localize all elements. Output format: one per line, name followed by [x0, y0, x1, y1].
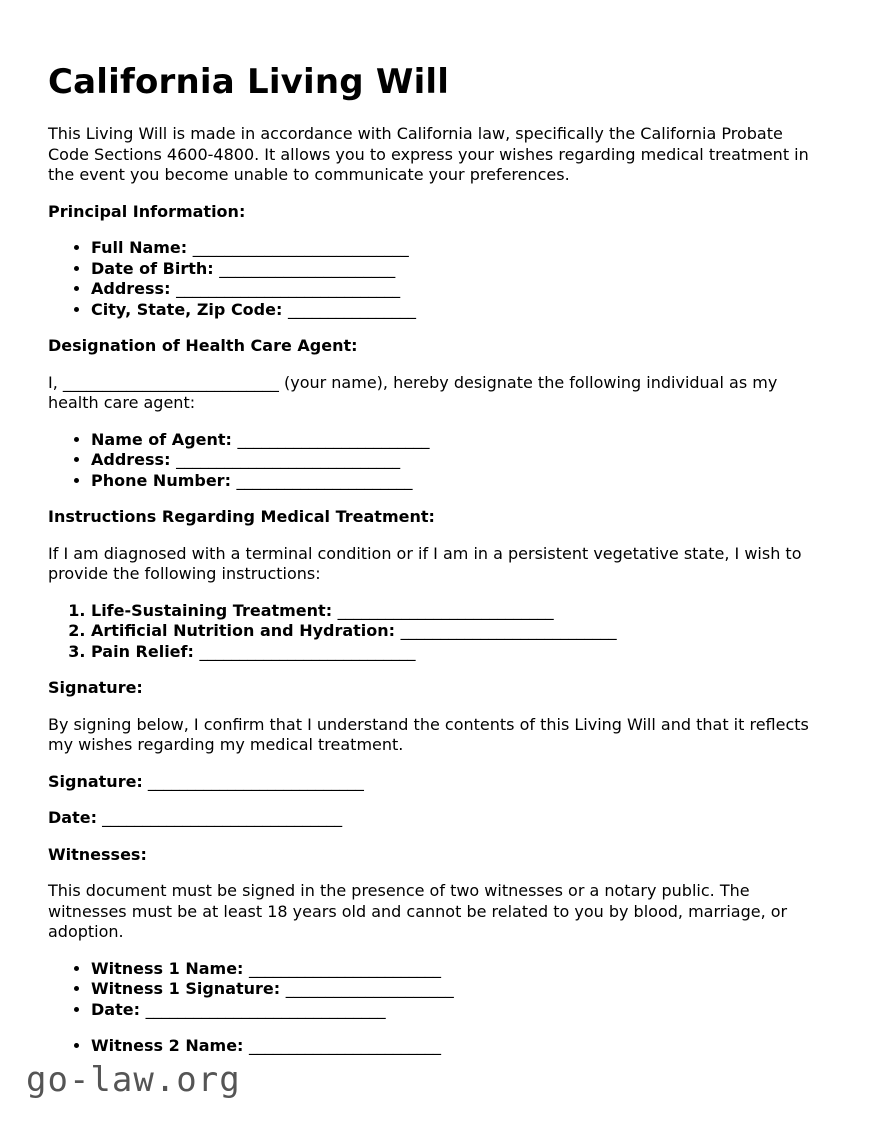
list-item — [91, 642, 828, 663]
fill-in-blank: ___________________________ — [337, 600, 554, 620]
fill-in-blank: ________________ — [287, 299, 416, 319]
fill-in-blank: ______________________ — [236, 470, 413, 490]
list-item — [91, 1036, 828, 1057]
witness-2-list — [48, 1036, 828, 1057]
principal-heading: Principal Information: — [48, 201, 246, 221]
field-label: Pain Relief: — [91, 641, 194, 661]
list-item — [91, 430, 828, 451]
witnesses-paragraph: This document must be signed in the presence of two witnesses or a notary public. The witnesses must be at least 18 years old and cannot be related to you by blood, marriage, or adoption. — [48, 881, 788, 941]
field-label: Witness 2 Name: — [91, 1036, 244, 1055]
date-line — [48, 808, 828, 829]
fill-in-blank: ______________________ — [219, 258, 396, 278]
field-label: Address: — [91, 279, 171, 298]
list-item — [91, 979, 828, 1000]
signature-label: Signature: — [48, 771, 143, 791]
field-label: Phone Number: — [91, 470, 231, 490]
date-label: Date: — [48, 808, 97, 827]
document-page — [48, 62, 828, 1057]
field-label: Date: — [91, 999, 140, 1019]
agent-list — [48, 430, 828, 492]
agent-heading: Designation of Health Care Agent: — [48, 336, 358, 355]
field-label: Address: — [91, 450, 171, 469]
fill-in-blank: ___________________________ — [192, 238, 409, 257]
fill-in-blank: ____________________________ — [176, 450, 401, 469]
fill-in-blank: ______________________________ — [145, 999, 386, 1019]
page-title: California Living Will — [48, 62, 450, 102]
signature-line — [48, 772, 828, 793]
list-item — [91, 959, 828, 980]
field-label: Witness 1 Name: — [91, 958, 244, 978]
fill-in-blank: ________________________ — [249, 1036, 442, 1055]
field-label: Date of Birth: — [91, 258, 214, 278]
list-item — [91, 621, 828, 642]
list-item — [91, 259, 828, 280]
field-label: Witness 1 Signature: — [91, 979, 281, 998]
field-label: Life-Sustaining Treatment: — [91, 600, 333, 620]
intro-paragraph: This Living Will is made in accordance with California law, specifically the California Probate Code Sections 4600-4800. It allows you to express your wishes regarding medical treatment in the event you become unable to communicate your preferences. — [48, 124, 809, 184]
fill-in-blank: ________________________ — [249, 958, 442, 978]
fill-in-blank: _____________________ — [285, 979, 454, 998]
signature-blank: ___________________________ — [147, 771, 364, 791]
field-label: City, State, Zip Code: — [91, 299, 283, 319]
fill-in-blank: ___________________________ — [199, 641, 416, 661]
witness-1-list — [48, 959, 828, 1021]
list-item — [91, 601, 828, 622]
signature-heading: Signature: — [48, 678, 143, 697]
fill-in-blank: ___________________________ — [400, 621, 617, 640]
list-item — [91, 471, 828, 492]
principal-list — [48, 238, 828, 320]
fill-in-blank: ________________________ — [237, 429, 430, 449]
field-label: Full Name: — [91, 238, 188, 257]
date-blank: ______________________________ — [102, 808, 343, 827]
list-item — [91, 300, 828, 321]
list-item — [91, 238, 828, 259]
list-item — [91, 279, 828, 300]
instructions-paragraph: If I am diagnosed with a terminal condition or if I am in a persistent vegetative state, I wish to provide the following instructions: — [48, 543, 802, 583]
watermark: go-law.org — [26, 1060, 241, 1100]
list-item — [91, 1000, 828, 1021]
list-item — [91, 450, 828, 471]
fill-in-blank: ____________________________ — [176, 279, 401, 298]
agent-paragraph: I, ___________________________ (your name), hereby designate the following individual as my health care agent: — [48, 372, 778, 412]
field-label: Name of Agent: — [91, 429, 232, 449]
field-label: Artificial Nutrition and Hydration: — [91, 621, 396, 640]
instructions-list — [48, 601, 828, 663]
witnesses-heading: Witnesses: — [48, 844, 147, 864]
instructions-heading: Instructions Regarding Medical Treatment: — [48, 507, 435, 526]
signature-paragraph: By signing below, I confirm that I understand the contents of this Living Will and that it reflects my wishes regarding my medical treatment. — [48, 714, 809, 754]
